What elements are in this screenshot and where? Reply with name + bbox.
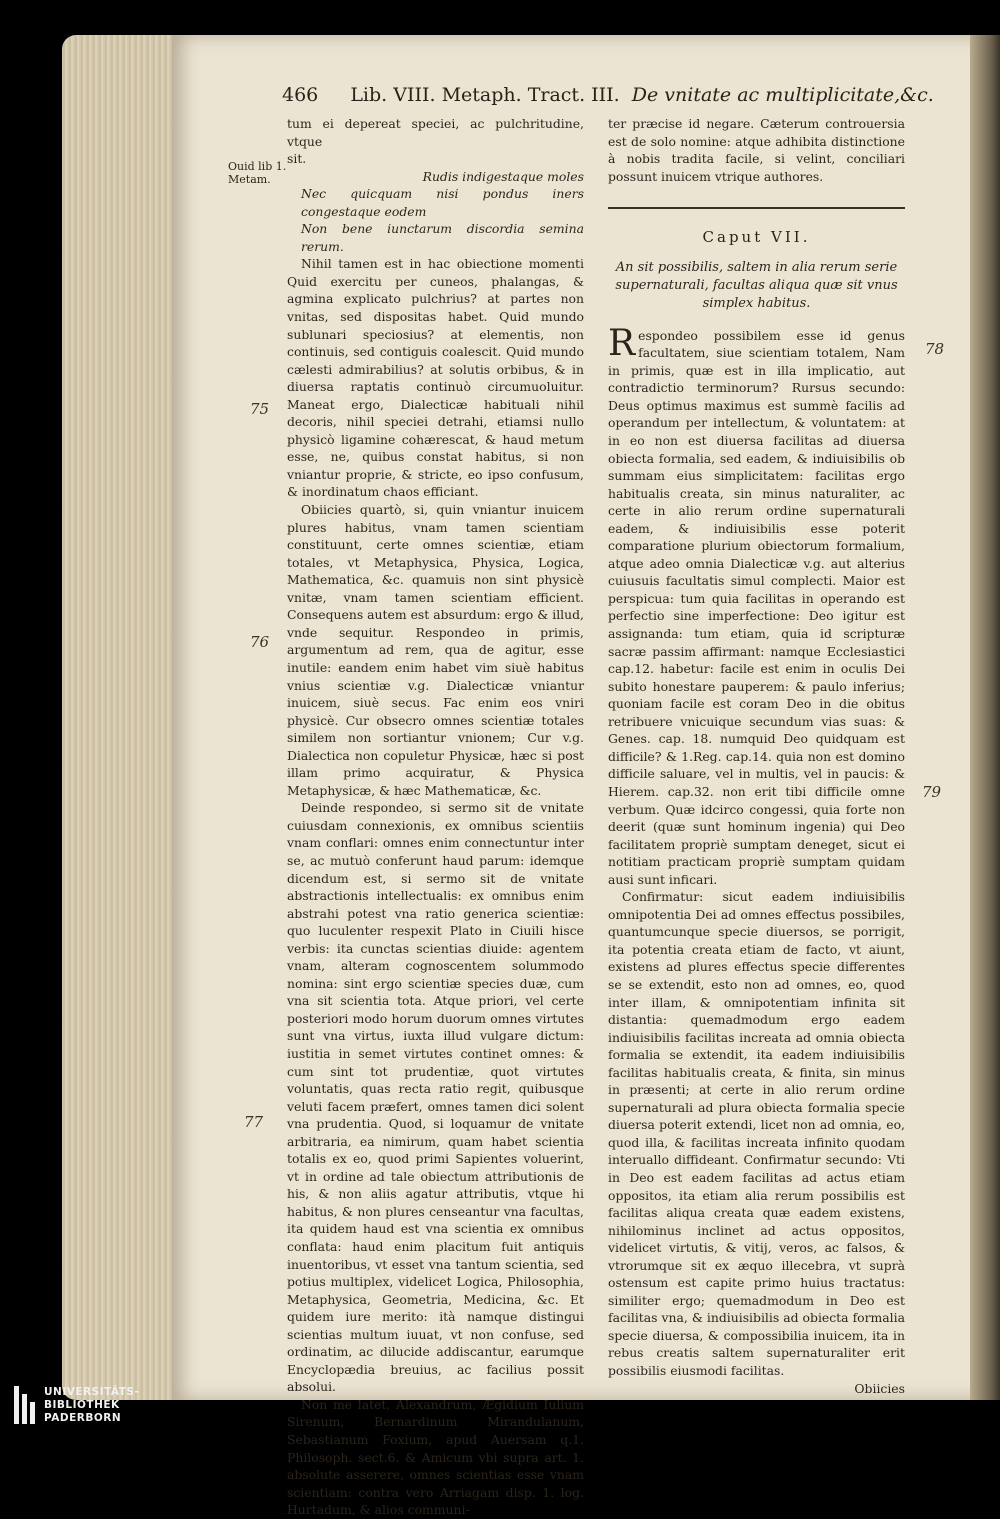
margin-number: 75 <box>250 400 270 418</box>
running-head <box>282 84 934 106</box>
margin-citation <box>228 160 286 186</box>
running-title: De vnitate ac multiplicitate,&c. <box>631 84 934 106</box>
book-fore-edge <box>62 35 172 1400</box>
chapter-heading: Caput VII. <box>702 228 811 247</box>
library-logo-icon <box>14 1386 36 1424</box>
chapter-title: An sit possibilis, saltem in alia rerum serie supernaturali, facultas aliqua quæ sit vnus simplex habitus. <box>615 259 898 311</box>
paragraph: Deinde respondeo, si sermo sit de vnitate cuiusdam connexionis, ex omnibus scientiis vnam conflari: omnes enim connectuntur inter se, ac mutuò conferunt haud parum: idemque dicendum est, si sermo sit de vnitate abstractionis intellectualis: ex omnibus enim abstrahi potest vna ratio generica scientiæ: quo luculenter respexit Plato in Ciuili hisce verbis: ita cunctas scientias diuide: agentem vnam, alteram cognoscentem solummodo nomina: sint ergo scientiæ species duæ, cum vna sit scientia tota. Atque priori, vel certe posteriori modo horum duorum omnes virtutes sunt vna virtus, iuxta illud vulgare dictum: iustitia in semet virtutes continet omnes: & cum sint tot prudentiæ, quot virtutes voluntatis, quas recta ratio regit, quibusque veluti facem præfert, omnes tamen dici solent vna prudentia. Quod, si loquamur de vnitate arbitraria, ea nimirum, quam habet scientia totalis ex eo, quod primi Sapientes voluerint, vt in ordine ad tale obiectum attributionis de his, & non aliis agatur attributis, vtque hi habitus, & non plures censeantur vna facultas, ita quidem haud est vna scientia ex omnibus conflata: haud enim placitum fuit antiquis inuentoribus, vt esset vna tantum scientia, sed potius multiplex, videlicet Logica, Philosophia, Metaphysica, Geometria, Medicina, &c. Et quidem iure merito: ità namque distingui scientias multum iuuat, vt non confuse, sed ordinatim, ac dilucide addiscantur, earumque Encyclopædia breuius, ac facilius possit absolui. <box>287 800 584 1395</box>
margin-number: 76 <box>250 633 270 651</box>
page-number: 466 <box>282 84 319 106</box>
left-column <box>287 115 584 1519</box>
verse-line: Rudis indigestaque moles <box>422 168 584 184</box>
verse-line: Nec quicquam nisi pondus iners congestaque eodem <box>301 186 584 219</box>
margin-number: 77 <box>244 1113 264 1131</box>
logo-line: PADERBORN <box>44 1412 122 1424</box>
paragraph: ter præcise id negare. Cæterum controuersia est de solo nomine: atque adhibita distinctione à nobis tradita facile, si velint, conciliari possunt inuicem vtrique authores. <box>608 116 905 184</box>
paragraph: Nihil tamen est in hac obiectione momenti Quid exercitu per cuneos, phalangas, & agmina explicato pulchrius? at partes non vnitas, sed dispositas habet. Quid mundo sublunari speciosius? at elementis, non continuis, sed contiguis coalescit. Quid mundo cælesti admirabilius? at solutis orbibus, & in diuersa raptatis continuò circumuoluitur. Maneat ergo, Dialecticæ habituali nihil decoris, nihil speciei detrahi, etiamsi nullo physicò ligamine cohærescat, & haud metum esse, ne, quibus constat habitus, si non vniantur proprie, & stricte, eo ipso confusum, & inordinatum chaos efficiant. <box>287 256 584 500</box>
margin-number: 78 <box>925 340 945 358</box>
margin-citation-line: Ouid lib 1. <box>228 160 287 173</box>
paragraph: Confirmatur: sicut eadem indiuisibilis omnipotentia Dei ad omnes effectus possibiles, quantumcunque specie diuersos, se porrigit, ita potentia creata etiam de facto, vt aiunt, existens ad plures effectus specie differentes se se extendit, esto non ad omnes, eo, quod inter illam, & omnipotentiam infinita sit distantia: quemadmodum ergo eadem indiuisibilis facilitas increata ad omnia obiecta formalia se extendit, ita eadem indiuisibilis facilitas habitualis creata, & finita, sin minus in præsenti; at certe in alio rerum ordine supernaturali ad plura obiecta formalia specie diuersa poterit extendi, licet non ad omnia, eo, quod illa, & facilitas increata infinito quodam interuallo diffideant. Confirmatur secundo: Vti in Deo est eadem facilitas ad actus etiam oppositos, ita etiam alia rerum possibilis est facilitas aliqua creata quæ eadem existens, nihilominus inclinet ad actus oppositos, videlicet virtutis, & vitij, veros, ac falsos, & vtrorumque sit ex æquo illecebra, vt suprà ostensum est capite primo huius tractatus: similiter ergo; quemadmodum in Deo est facilitas vna, & indiuisibilis ad obiecta formalia specie diuersa, & compossibilia inuicem, ita in rebus creatis saltem supernaturaliter erit possibilis eiusmodi facilitas. <box>608 889 905 1378</box>
paragraph-text: espondeo possibilem esse id genus facultatem, siue scientiam totalem, Nam in primis, quæ est in illa implicatio, aut contradictio terminorum? Rursus secundo: Deus optimus maximus est summè facilis ad operandum per intellectum, & voluntatem: at in eo non est diuersa facilitas ad diuersa obiecta formalia, sed eadem, & indiuisibilis ob summam eius simplicitatem: facilitas ergo habitualis creata, sin minus naturaliter, ac certe in alio rerum ordine supernaturali eadem, & indiuisibilis esse poterit comparatione plurium obiectorum formalium, atque adeo omnia Dialecticæ v.g. aut alterius cuiusuis facultatis simul complecti. Maior est perspicua: tum quia facilitas in operando est perfectio sine imperfectione: Deo igitur est assignanda: tum etiam, quia id scripturæ sacræ passim affirmant: namque Ecclesiastici cap.12. habetur: facile est enim in oculis Dei subito honestare pauperem: & paulo inferius; quoniam facile est coram Deo in die obitus retribuere vnicuique secundum vias suas: & Genes. cap. 18. numquid Deo quidquam est difficile? & 1.Reg. cap.14. quia non est domino difficile saluare, vel in multis, vel in paucis: & Hierem. cap.32. non erit tibi difficile omne verbum. Quæ idcirco congessi, quia forte non deerit (quæ sunt hominum ingenia) qui Deo facilitatem propriè sumptam deneget, sicut ei notitiam practicam propriè sumptam quidam ausi sunt inficari. <box>608 327 905 887</box>
paragraph: Non me latet, Alexandrum, Ægidium Iulium Sirenum, Bernardinum Mirandulanum, Sebastianum Foxium, apud Auersam q.1. Philosoph. sect.6. & Amicum vbi supra art. 1. absolute asserere, omnes scientias esse vnam scientiam: contra vero Arriagam disp. 1. log. Hurtadum, & alios communi- <box>287 1396 584 1518</box>
drop-cap: R <box>608 322 636 364</box>
paragraph <box>608 322 905 889</box>
paragraph: Obiicies quartò, si, quin vniantur inuicem plures habitus, vnam tamen scientiam constituunt, certe omnes scientiæ, etiam totales, vt Metaphysica, Physica, Logica, Mathematica, &c. quamuis non sint physicè vnitæ, vnam tamen scientiam efficient. Consequens autem est absurdum: ergo & illud, vnde sequitur. Respondeo in primis, argumentum ad rem, qua de agitur, esse inutile: eandem enim habet vim siuè habitus vnius scientiæ v.g. Dialecticæ vniantur inuicem, siuè secus. Fac enim eos vniri physicè. Cur obsecro omnes scientiæ totales similem non sortiantur vnionem; Cur v.g. Dialectica non copuletur Physicæ, hæc si post illam primo acquiratur, & Physica Metaphysicæ, & hæc Mathematicæ, &c. <box>287 502 584 798</box>
right-column <box>608 115 905 1397</box>
book-binding <box>970 35 1000 1400</box>
library-logo <box>14 1386 139 1425</box>
text-line: sit. <box>287 151 307 167</box>
verse-quote <box>287 168 584 256</box>
logo-line: BIBLIOTHEK <box>44 1399 120 1411</box>
catchword: Obiicies <box>854 1380 905 1396</box>
verse-line: Non bene iunctarum discordia semina rerum. <box>301 221 584 254</box>
margin-number: 79 <box>922 783 942 801</box>
library-logo-text <box>44 1386 139 1425</box>
section-rule <box>608 207 905 209</box>
margin-citation-line: Metam. <box>228 173 271 186</box>
book-reference: Lib. VIII. Metaph. Tract. III. <box>350 84 620 106</box>
logo-line: UNIVERSITÄTS- <box>44 1386 140 1398</box>
text-line: tum ei depereat speciei, ac pulchritudine, vtque <box>287 116 584 149</box>
